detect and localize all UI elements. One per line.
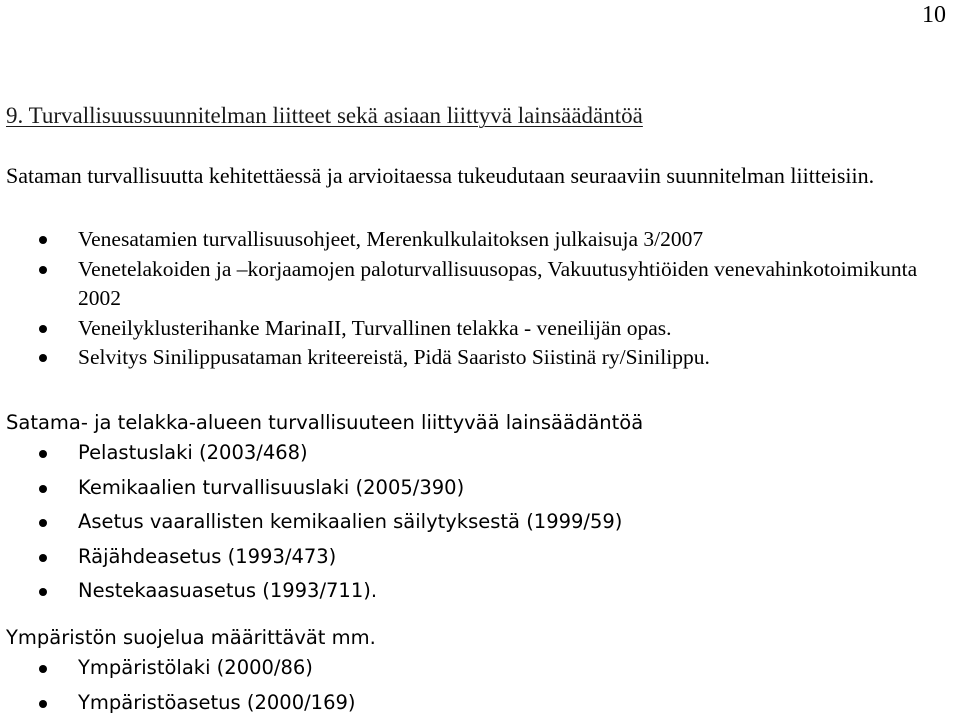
list-item	[38, 255, 928, 314]
reference-text: Veneilyklusterihanke MarinaII, Turvallinen telakka - veneilijän opas.	[78, 316, 671, 340]
environment-text: Ympäristöasetus (2000/169)	[78, 691, 356, 714]
page-number: 10	[922, 2, 946, 29]
list-item	[38, 540, 928, 575]
environment-text: Ympäristölaki (2000/86)	[78, 656, 313, 679]
bullet-icon	[39, 450, 47, 458]
list-item	[38, 686, 928, 720]
bullet-icon	[39, 354, 47, 362]
section-heading: 9. Turvallisuussuunnitelman liitteet sekä asiaan liittyvä lainsäädäntöä	[6, 103, 643, 129]
reference-text: Venesatamien turvallisuusohjeet, Merenkulkulaitoksen julkaisuja 3/2007	[78, 227, 703, 251]
list-item	[38, 574, 928, 609]
legislation-text: Pelastuslaki (2003/468)	[78, 441, 308, 464]
bullet-icon	[39, 588, 47, 596]
list-item	[38, 651, 928, 686]
legislation-text: Räjähdeasetus (1993/473)	[78, 545, 336, 568]
list-item	[38, 471, 928, 506]
intro-paragraph: Sataman turvallisuutta kehitettäessä ja arvioitaessa tukeudutaan seuraaviin suunnitelman liitteisiin.	[6, 161, 946, 190]
environment-list	[38, 651, 928, 720]
references-list	[38, 225, 928, 373]
list-item	[38, 314, 928, 344]
legislation-text: Nestekaasuasetus (1993/711).	[78, 579, 377, 602]
bullet-icon	[39, 325, 47, 333]
bullet-icon	[39, 665, 47, 673]
legislation-heading: Satama- ja telakka-alueen turvallisuuteen liittyvää lainsäädäntöä	[6, 408, 946, 437]
list-item	[38, 343, 928, 373]
bullet-icon	[39, 266, 47, 274]
list-item	[38, 436, 928, 471]
legislation-text: Kemikaalien turvallisuuslaki (2005/390)	[78, 476, 464, 499]
bullet-icon	[39, 554, 47, 562]
bullet-icon	[39, 485, 47, 493]
list-item	[38, 505, 928, 540]
reference-text: Venetelakoiden ja –korjaamojen paloturvallisuusopas, Vakuutusyhtiöiden venevahinkotoimikunta 2002	[78, 257, 917, 311]
legislation-list	[38, 436, 928, 609]
list-item	[38, 225, 928, 255]
bullet-icon	[39, 700, 47, 708]
bullet-icon	[39, 236, 47, 244]
bullet-icon	[39, 519, 47, 527]
legislation-text: Asetus vaarallisten kemikaalien säilytyksestä (1999/59)	[78, 510, 622, 533]
environment-heading: Ympäristön suojelua määrittävät mm.	[6, 623, 946, 652]
reference-text: Selvitys Sinilippusataman kriteereistä, Pidä Saaristo Siistinä ry/Sinilippu.	[78, 345, 710, 369]
